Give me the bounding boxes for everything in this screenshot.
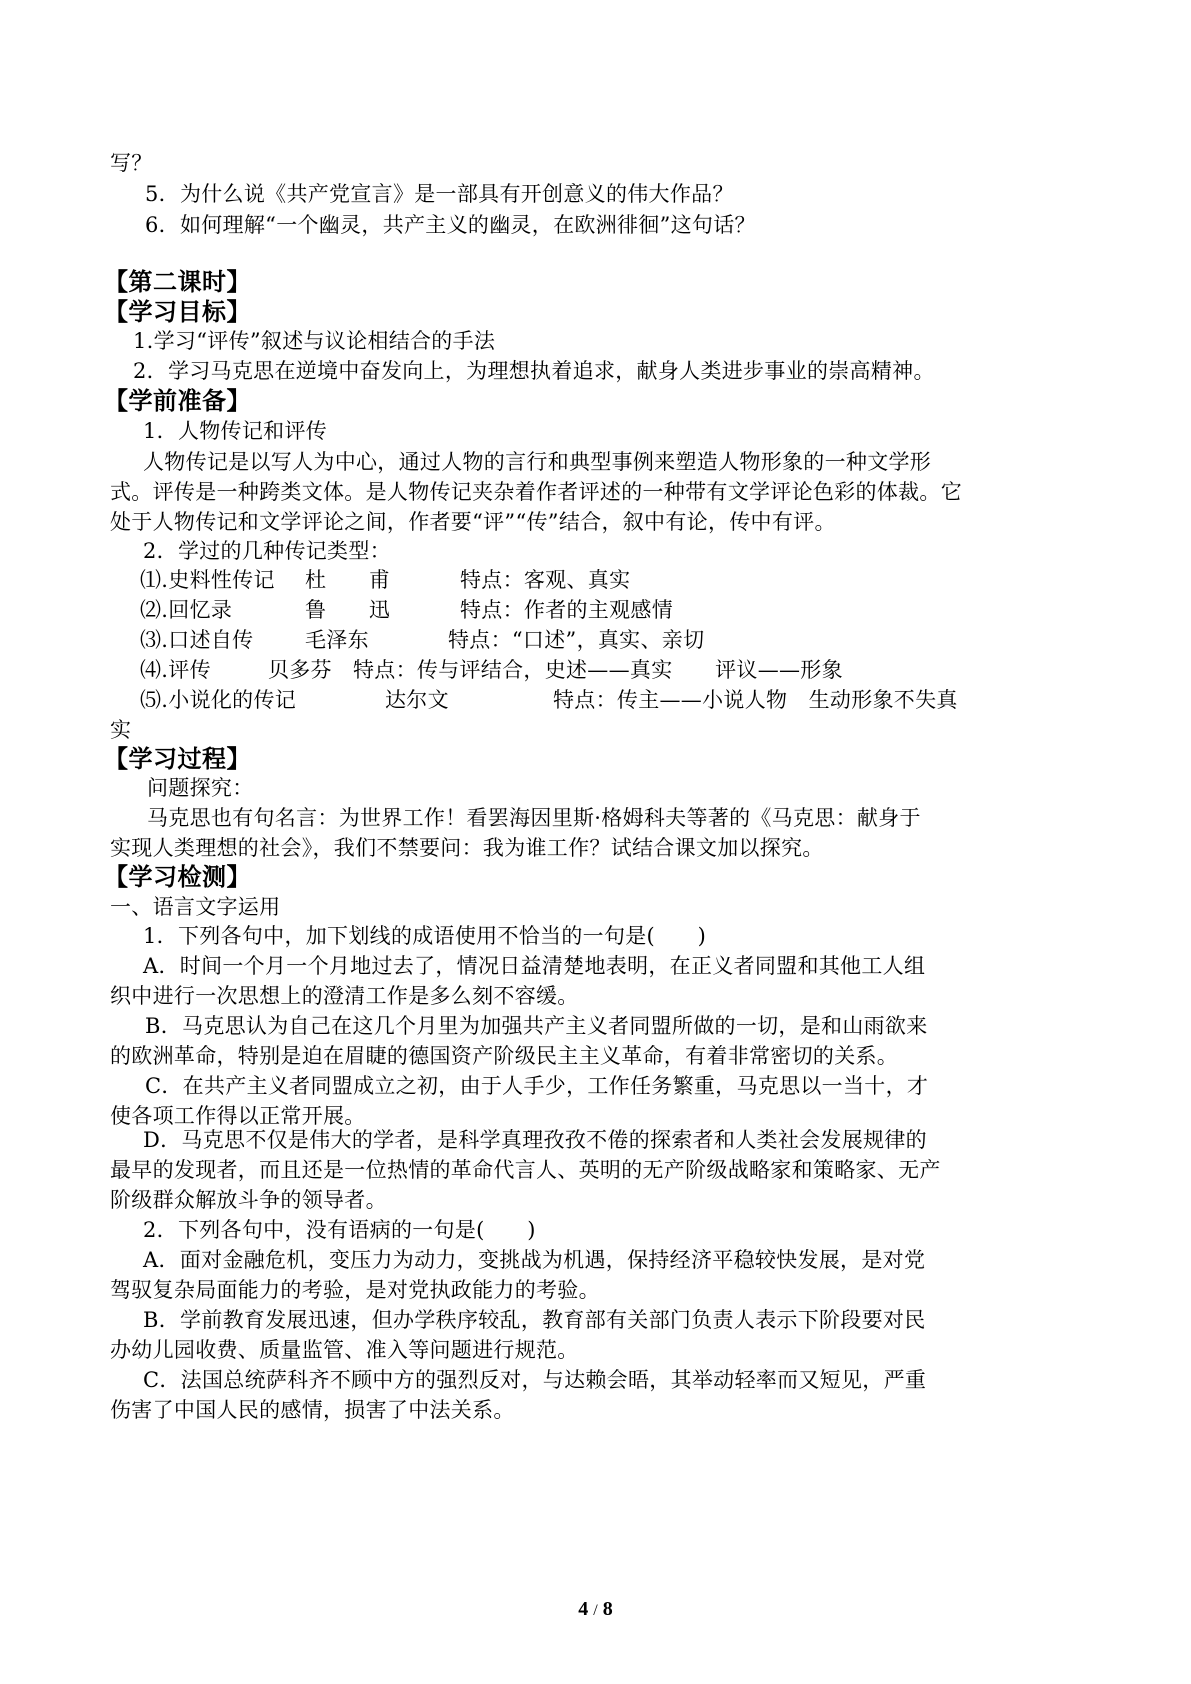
prep-item-2: 2．学过的几种传记类型：: [143, 539, 391, 563]
page-separator: /: [593, 1602, 598, 1619]
option-line: D．马克思不仅是伟大的学者，是科学真理孜孜不倦的探索者和人类社会发展规律的: [143, 1128, 927, 1152]
bio-type-person: 达尔文: [385, 688, 449, 712]
test-question-2: 2．下列各句中，没有语病的一句是( ): [143, 1218, 536, 1242]
inquiry-paragraph-line: 马克思也有句名言：为世界工作！看罢海因里斯·格姆科夫等著的《马克思：献身于: [147, 806, 921, 830]
heading-learning-test: 【学习检测】: [104, 863, 251, 891]
goal-2: 2．学习马克思在逆境中奋发向上，为理想执着追求，献身人类进步事业的崇高精神。: [133, 359, 935, 383]
prep-item-1: 1．人物传记和评传: [143, 419, 328, 443]
bio-type-feature: 特点：传主——小说人物 生动形象不失真: [553, 688, 958, 712]
bio-type-person: 鲁 迅: [305, 598, 391, 622]
bio-type-row: [140, 624, 1090, 656]
prep-paragraph-line: 式。评传是一种跨类文体。是人物传记夹杂着作者评述的一种带有文学评论色彩的体裁。它: [110, 480, 962, 504]
option-line: 阶级群众解放斗争的领导者。: [110, 1188, 387, 1212]
bio-type-feature: 特点：客观、真实: [460, 568, 631, 592]
bio-type-row: [140, 684, 1090, 716]
heading-preparation: 【学前准备】: [104, 387, 251, 415]
bio-type-kind: ⑶.口述自传: [140, 628, 254, 652]
question-4-continuation: 写？: [110, 151, 153, 175]
test-question-1: 1．下列各句中，加下划线的成语使用不恰当的一句是( ): [143, 924, 707, 948]
question-6: 6．如何理解“一个幽灵，共产主义的幽灵，在欧洲徘徊”这句话？: [145, 213, 756, 237]
page-number: [0, 1598, 1191, 1621]
option-line: 驾驭复杂局面能力的考验，是对党执政能力的考验。: [110, 1278, 600, 1302]
option-line: B．马克思认为自己在这几个月里为加强共产主义者同盟所做的一切，是和山雨欲来: [145, 1014, 928, 1038]
bio-type-kind: ⑸.小说化的传记: [140, 688, 297, 712]
prep-paragraph-line: 人物传记是以写人为中心，通过人物的言行和典型事例来塑造人物形象的一种文学形: [143, 450, 932, 474]
bio-type-row: [140, 594, 1090, 626]
bio-type-5-continuation: 实: [110, 718, 132, 742]
option-line: 伤害了中国人民的感情，损害了中法关系。: [110, 1398, 515, 1422]
prep-paragraph-line: 处于人物传记和文学评论之间，作者要“评”“传”结合，叙中有论，传中有评。: [110, 510, 836, 534]
option-line: C．在共产主义者同盟成立之初，由于人手少，工作任务繁重，马克思以一当十，才: [145, 1074, 929, 1098]
bio-type-person: 毛泽东: [305, 628, 369, 652]
inquiry-paragraph-line: 实现人类理想的社会》，我们不禁要问：我为谁工作？试结合课文加以探究。: [110, 836, 824, 860]
option-line: A．时间一个月一个月地过去了，情况日益清楚地表明，在正义者同盟和其他工人组: [143, 954, 926, 978]
option-line: A．面对金融危机，变压力为动力，变挑战为机遇，保持经济平稳较快发展，是对党: [143, 1248, 926, 1272]
option-line: B．学前教育发展迅速，但办学秩序较乱，教育部有关部门负责人表示下阶段要对民: [143, 1308, 926, 1332]
bio-type-kind: ⑵.回忆录: [140, 598, 233, 622]
option-line: C．法国总统萨科齐不顾中方的强烈反对，与达赖会晤，其举动轻率而又短见，严重: [143, 1368, 927, 1392]
goal-1: 1.学习“评传”叙述与议论相结合的手法: [133, 329, 496, 353]
question-5: 5．为什么说《共产党宣言》是一部具有开创意义的伟大作品？: [145, 182, 734, 206]
option-line: 使各项工作得以正常开展。: [110, 1104, 366, 1128]
bio-type-feature: 特点：传与评结合，史述——真实 评议——形象: [353, 658, 843, 682]
current-page: 4: [578, 1598, 589, 1620]
heading-learning-goals: 【学习目标】: [104, 298, 251, 326]
inquiry-label: 问题探究：: [147, 776, 254, 800]
option-line: 织中进行一次思想上的澄清工作是多么刻不容缓。: [110, 984, 579, 1008]
bio-type-row: [140, 654, 1090, 686]
option-line: 办幼儿园收费、质量监管、准入等问题进行规范。: [110, 1338, 579, 1362]
total-pages: 8: [602, 1598, 613, 1620]
bio-type-row: [140, 564, 1090, 596]
heading-second-lesson: 【第二课时】: [104, 268, 251, 296]
bio-type-feature: 特点：“口述”，真实、亲切: [448, 628, 705, 652]
option-line: 的欧洲革命，特别是迫在眉睫的德国资产阶级民主主义革命，有着非常密切的关系。: [110, 1044, 899, 1068]
bio-type-feature: 特点：作者的主观感情: [460, 598, 673, 622]
bio-type-person: 杜 甫: [305, 568, 391, 592]
heading-learning-process: 【学习过程】: [104, 745, 251, 773]
bio-type-person: 贝多芬: [268, 658, 332, 682]
bio-type-kind: ⑷.评传: [140, 658, 211, 682]
option-line: 最早的发现者，而且还是一位热情的革命代言人、英明的无产阶级战略家和策略家、无产: [110, 1158, 941, 1182]
bio-type-kind: ⑴.史料性传记: [140, 568, 275, 592]
section-language-use: 一、语言文字运用: [110, 895, 281, 919]
